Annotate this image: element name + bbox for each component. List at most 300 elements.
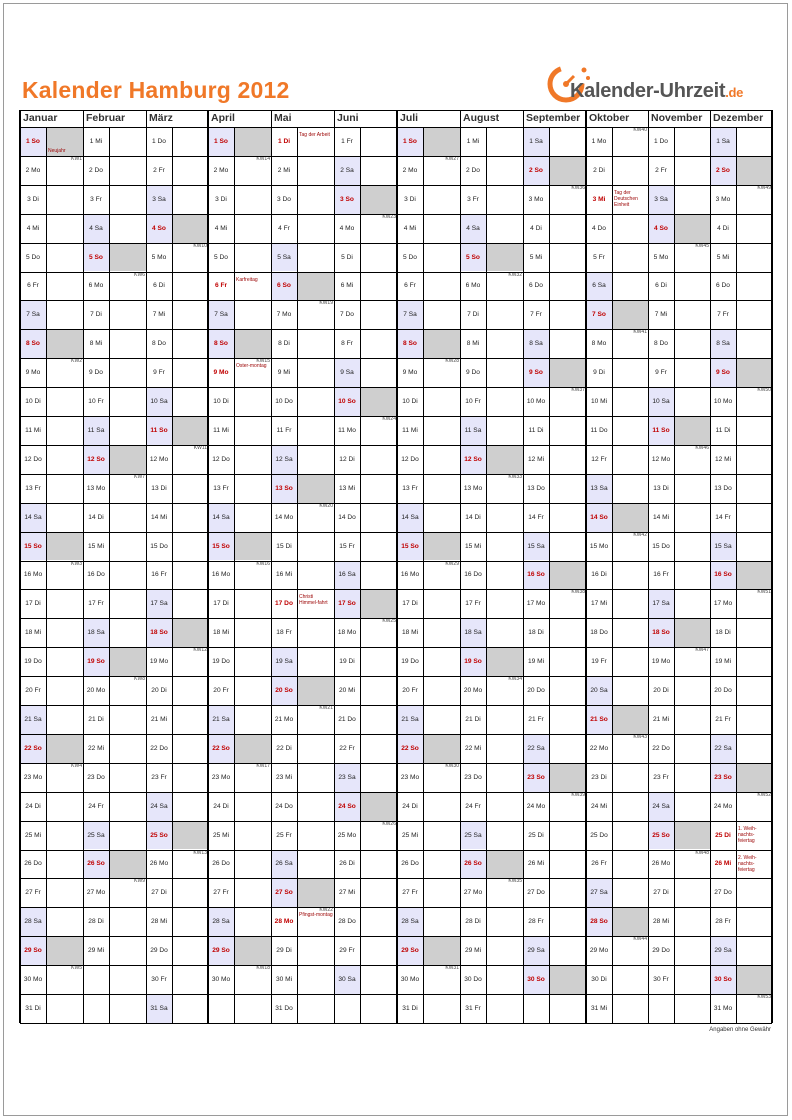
day-date: 18 Mo: [337, 629, 357, 637]
day-note-cell: [736, 532, 772, 561]
day-note-cell: [549, 243, 586, 272]
day-date: 15 Mi: [464, 542, 482, 550]
day-date: 1 Do: [152, 137, 166, 145]
day-note-cell: [549, 878, 586, 907]
day-cell: [460, 416, 486, 445]
day-note-cell: [486, 503, 523, 532]
day-cell: [523, 300, 549, 329]
column-divider: [334, 110, 335, 1023]
day-cell: [83, 850, 109, 879]
month-header: Juni: [337, 112, 359, 124]
week-number: KW15: [256, 358, 270, 365]
day-date: 25 Di: [528, 831, 544, 839]
day-date: 24 Fr: [465, 802, 481, 810]
day-cell: [208, 676, 234, 705]
day-note-cell: [360, 214, 397, 243]
day-cell: [334, 705, 360, 734]
day-note-cell: [46, 676, 83, 705]
day-date: 31 Mo: [713, 1004, 733, 1012]
day-note-cell: [423, 127, 460, 156]
day-cell: [460, 127, 486, 156]
day-note-cell: [423, 705, 460, 734]
day-cell: [586, 850, 612, 879]
week-number: KW3: [71, 560, 82, 567]
day-date: 4 Sa: [466, 224, 480, 232]
day-cell: [710, 589, 736, 618]
day-date: 1 Mo: [591, 137, 607, 145]
week-number: KW9: [134, 878, 145, 885]
day-cell: [586, 214, 612, 243]
week-number: KW10: [193, 242, 207, 249]
day-note-cell: [46, 821, 83, 850]
day-note-cell: [423, 416, 460, 445]
day-cell: [523, 589, 549, 618]
day-date: 2 So: [529, 166, 543, 174]
day-note-cell: [360, 907, 397, 936]
day-date: 25 Fr: [276, 831, 292, 839]
week-number: KW48: [695, 849, 709, 856]
day-cell: [397, 994, 423, 1023]
day-cell: [523, 387, 549, 416]
day-date: 27 Fr: [402, 889, 418, 897]
day-cell: [271, 618, 297, 647]
day-date: 5 Di: [341, 253, 353, 261]
day-note-cell: [46, 329, 83, 358]
day-date: 5 Mo: [151, 253, 167, 261]
day-cell: [20, 300, 46, 329]
day-note-cell: [423, 647, 460, 676]
day-note-cell: [736, 416, 772, 445]
day-note-cell: [612, 763, 648, 792]
day-cell: [710, 792, 736, 821]
holiday-label: Tag der Arbeit: [299, 132, 330, 138]
day-note-cell: [297, 358, 334, 387]
day-note-cell: [297, 676, 334, 705]
day-date: 3 Mo: [715, 195, 731, 203]
day-cell: [208, 358, 234, 387]
day-date: 2 Mo: [25, 166, 41, 174]
day-date: 22 Di: [276, 744, 292, 752]
day-cell: [20, 647, 46, 676]
day-note-cell: [736, 358, 772, 387]
day-date: 12 Do: [401, 455, 419, 463]
day-date: 11 So: [150, 426, 168, 434]
day-note-cell: [736, 994, 772, 1023]
day-note-cell: [297, 821, 334, 850]
day-cell: [710, 763, 736, 792]
holiday-label: Karfreitag: [236, 276, 258, 283]
day-date: 7 Mi: [654, 311, 668, 319]
day-note-cell: [297, 907, 334, 936]
day-note-cell: [172, 936, 208, 965]
day-date: 16 Fr: [653, 571, 669, 579]
day-cell: [334, 850, 360, 879]
day-note-cell: [46, 994, 83, 1023]
day-note-cell: [674, 329, 710, 358]
day-date: 28 Mi: [652, 918, 670, 926]
day-cell: [523, 474, 549, 503]
day-cell: [648, 474, 674, 503]
day-note-cell: [46, 185, 83, 214]
day-note-cell: [234, 763, 271, 792]
day-cell: [20, 532, 46, 561]
day-date: 9 Do: [466, 369, 480, 377]
day-note-cell: [736, 156, 772, 185]
column-divider: [460, 110, 461, 1023]
day-date: 31 Fr: [465, 1004, 481, 1012]
day-cell: [397, 821, 423, 850]
day-cell: [648, 734, 674, 763]
day-cell: [648, 792, 674, 821]
day-note-cell: [109, 243, 146, 272]
day-note-cell: [612, 387, 648, 416]
day-date: 8 Do: [654, 340, 668, 348]
day-date: 12 Mi: [714, 455, 732, 463]
day-cell: [83, 589, 109, 618]
week-number: KW5: [71, 965, 82, 972]
day-cell: [146, 156, 172, 185]
day-note-cell: [549, 618, 586, 647]
day-cell: [208, 561, 234, 590]
day-cell: [523, 416, 549, 445]
day-date: 26 Do: [24, 860, 42, 868]
day-date: 15 Di: [276, 542, 292, 550]
day-cell: [397, 878, 423, 907]
day-cell: [586, 300, 612, 329]
month-header: Februar: [86, 112, 126, 124]
day-date: 20 Di: [653, 687, 669, 695]
day-note-cell: [297, 994, 334, 1023]
day-note-cell: [674, 936, 710, 965]
day-cell: [83, 561, 109, 590]
day-note-cell: [109, 878, 146, 907]
day-note-cell: [674, 127, 710, 156]
day-cell: [208, 243, 234, 272]
day-date: 24 Di: [402, 802, 418, 810]
day-cell: [208, 821, 234, 850]
day-cell: [208, 734, 234, 763]
day-note-cell: [46, 156, 83, 185]
day-note-cell: [46, 589, 83, 618]
day-date: 28 Fr: [528, 918, 544, 926]
day-cell: [397, 734, 423, 763]
day-note-cell: [736, 734, 772, 763]
day-cell: [271, 878, 297, 907]
day-cell: [586, 127, 612, 156]
day-note-cell: [674, 561, 710, 590]
day-note-cell: [612, 821, 648, 850]
day-note-cell: [423, 532, 460, 561]
day-cell: [146, 705, 172, 734]
day-cell: [648, 532, 674, 561]
day-cell: [397, 243, 423, 272]
day-date: 29 Sa: [714, 947, 732, 955]
day-date: 27 Do: [527, 889, 545, 897]
day-note-cell: [172, 589, 208, 618]
day-note-cell: [423, 272, 460, 301]
day-note-cell: [486, 387, 523, 416]
day-cell: [83, 936, 109, 965]
day-date: 27 Mi: [338, 889, 356, 897]
week-number: KW8: [134, 676, 145, 683]
day-note-cell: [109, 907, 146, 936]
day-note-cell: [612, 416, 648, 445]
day-cell: [648, 358, 674, 387]
day-date: 2 Fr: [655, 166, 667, 174]
day-note-cell: [736, 763, 772, 792]
day-note-cell: [612, 589, 648, 618]
day-date: 18 Mi: [401, 629, 419, 637]
month-header: März: [149, 112, 173, 124]
day-note-cell: [549, 965, 586, 994]
day-cell: [271, 734, 297, 763]
day-cell: [586, 185, 612, 214]
day-date: 18 Fr: [276, 629, 292, 637]
day-note-cell: [109, 300, 146, 329]
day-note-cell: [46, 416, 83, 445]
day-date: 9 Mo: [25, 369, 41, 377]
day-date: 8 So: [403, 340, 417, 348]
day-cell: [334, 416, 360, 445]
day-note-cell: [109, 156, 146, 185]
week-number: KW26: [382, 820, 396, 827]
day-note-cell: [360, 127, 397, 156]
day-date: 17 Sa: [150, 600, 168, 608]
week-number: KW31: [445, 965, 459, 972]
day-date: 1 Sa: [716, 137, 730, 145]
day-cell: [397, 850, 423, 879]
day-date: 4 So: [654, 224, 668, 232]
day-cell: [146, 185, 172, 214]
day-date: 6 Fr: [214, 282, 228, 290]
day-cell: [460, 821, 486, 850]
day-cell: [83, 300, 109, 329]
day-cell: [146, 618, 172, 647]
day-cell: [20, 994, 46, 1023]
day-cell: [334, 358, 360, 387]
day-note-cell: [612, 994, 648, 1023]
day-date: 30 Fr: [653, 976, 669, 984]
day-date: 14 Di: [88, 513, 104, 521]
day-cell: [271, 272, 297, 301]
day-cell: [648, 185, 674, 214]
day-note-cell: [486, 821, 523, 850]
day-cell: [334, 878, 360, 907]
day-date: 30 Mi: [275, 976, 293, 984]
month-header: August: [463, 112, 500, 124]
day-date: 2 So: [716, 166, 730, 174]
day-note-cell: [612, 907, 648, 936]
day-cell: [397, 647, 423, 676]
day-note-cell: [674, 821, 710, 850]
day-date: 31 Do: [275, 1004, 293, 1012]
day-cell: [648, 821, 674, 850]
day-date: 7 Mo: [276, 311, 292, 319]
day-note-cell: [360, 705, 397, 734]
day-note-cell: [736, 445, 772, 474]
day-note-cell: [423, 156, 460, 185]
day-date: 12 So: [87, 455, 105, 463]
day-date: 31 Di: [25, 1004, 41, 1012]
day-note-cell: [736, 474, 772, 503]
day-cell: [334, 127, 360, 156]
logo-name: Kalender-Uhrzeit: [570, 80, 726, 102]
day-date: 26 Mo: [149, 860, 169, 868]
day-note-cell: [612, 329, 648, 358]
day-note-cell: [360, 185, 397, 214]
day-date: 6 Di: [655, 282, 667, 290]
day-date: 24 Fr: [88, 802, 104, 810]
day-cell: [271, 156, 297, 185]
day-date: 12 Mo: [651, 455, 671, 463]
day-date: 22 Sa: [527, 744, 545, 752]
day-cell: [460, 156, 486, 185]
day-note-cell: [423, 792, 460, 821]
day-cell: [208, 936, 234, 965]
day-note-cell: [549, 589, 586, 618]
day-date: 24 So: [338, 802, 356, 810]
day-cell: [146, 272, 172, 301]
day-cell: [334, 936, 360, 965]
day-date: 24 Mo: [713, 802, 733, 810]
day-cell: [460, 676, 486, 705]
day-note-cell: [486, 705, 523, 734]
day-date: 14 Sa: [24, 513, 42, 521]
day-cell: [648, 907, 674, 936]
day-note-cell: [486, 532, 523, 561]
day-date: 10 Mo: [713, 398, 733, 406]
day-cell: [271, 763, 297, 792]
day-note-cell: [360, 647, 397, 676]
day-note-cell: [172, 185, 208, 214]
day-date: 26 So: [87, 860, 105, 868]
day-note-cell: [360, 878, 397, 907]
day-note-cell: [46, 907, 83, 936]
column-divider: [19, 110, 21, 1023]
day-date: 10 Di: [25, 398, 41, 406]
day-date: 12 Do: [212, 455, 230, 463]
day-cell: [334, 272, 360, 301]
day-note-cell: [297, 185, 334, 214]
day-note-cell: [549, 676, 586, 705]
day-cell: [648, 647, 674, 676]
day-cell: [83, 792, 109, 821]
day-date: 26 Do: [401, 860, 419, 868]
day-date: 29 Do: [150, 947, 168, 955]
day-date: 13 So: [275, 484, 293, 492]
day-note-cell: [486, 907, 523, 936]
day-date: 11 So: [652, 426, 670, 434]
day-note-cell: [612, 503, 648, 532]
day-cell: [648, 763, 674, 792]
day-cell: [146, 329, 172, 358]
day-cell: [460, 185, 486, 214]
day-cell: [20, 734, 46, 763]
day-date: 7 So: [592, 311, 606, 319]
week-number: KW11: [193, 444, 207, 451]
day-note-cell: [674, 272, 710, 301]
day-date: 17 Di: [213, 600, 229, 608]
day-cell: [334, 503, 360, 532]
day-date: 15 So: [212, 542, 230, 550]
day-note-cell: [234, 676, 271, 705]
day-date: 11 Mo: [338, 426, 356, 434]
day-cell: [523, 676, 549, 705]
day-cell: [20, 214, 46, 243]
day-date: 6 Do: [716, 282, 730, 290]
day-cell: [710, 300, 736, 329]
day-cell: [20, 763, 46, 792]
day-cell: [586, 243, 612, 272]
day-note-cell: [486, 214, 523, 243]
day-date: 26 Do: [212, 860, 230, 868]
day-cell: [710, 936, 736, 965]
day-date: 5 So: [466, 253, 480, 261]
day-note-cell: [423, 243, 460, 272]
day-cell: [146, 936, 172, 965]
day-cell: [83, 416, 109, 445]
day-cell: [460, 358, 486, 387]
day-note-cell: [736, 214, 772, 243]
day-date: 17 Mi: [590, 600, 608, 608]
column-divider: [207, 110, 209, 1023]
week-number: KW13: [193, 849, 207, 856]
holiday-label: Christi Himmel-fahrt: [299, 594, 328, 607]
month-header: Oktober: [589, 112, 630, 124]
day-cell: [20, 907, 46, 936]
day-cell: [334, 329, 360, 358]
day-note-cell: [486, 416, 523, 445]
day-cell: [208, 329, 234, 358]
day-date: 15 So: [401, 542, 419, 550]
day-date: 21 Di: [465, 715, 481, 723]
day-date: 5 Do: [214, 253, 228, 261]
day-cell: [334, 618, 360, 647]
day-cell: [460, 214, 486, 243]
day-note-cell: [486, 272, 523, 301]
day-cell: [523, 272, 549, 301]
day-cell: [710, 561, 736, 590]
day-note-cell: [423, 589, 460, 618]
day-note-cell: [486, 156, 523, 185]
day-note-cell: [360, 763, 397, 792]
day-note-cell: [46, 965, 83, 994]
day-cell: [397, 561, 423, 590]
day-date: 20 So: [275, 687, 293, 695]
day-date: 26 Mi: [527, 860, 545, 868]
day-note-cell: [486, 589, 523, 618]
day-date: 22 Sa: [714, 744, 732, 752]
day-note-cell: [234, 272, 271, 301]
day-cell: [710, 647, 736, 676]
day-note-cell: [674, 358, 710, 387]
day-note-cell: [423, 618, 460, 647]
day-date: 2 Mi: [277, 166, 291, 174]
day-cell: [334, 387, 360, 416]
day-cell: [146, 821, 172, 850]
day-note-cell: [46, 503, 83, 532]
day-note-cell: [360, 676, 397, 705]
day-cell: [208, 474, 234, 503]
day-cell: [20, 358, 46, 387]
day-note-cell: [172, 907, 208, 936]
day-note-cell: [297, 503, 334, 532]
day-cell: [648, 272, 674, 301]
day-cell: [271, 243, 297, 272]
day-cell: [460, 878, 486, 907]
day-cell: [460, 907, 486, 936]
day-cell: [271, 936, 297, 965]
